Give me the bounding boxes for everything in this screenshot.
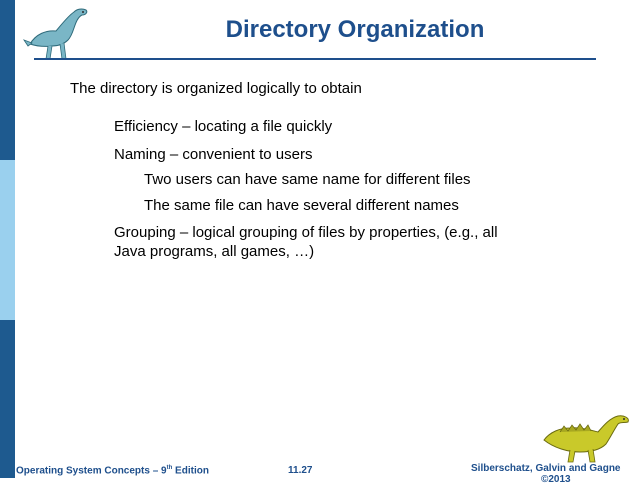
title-divider xyxy=(34,58,596,60)
subbullet-several-names: The same file can have several different names xyxy=(144,197,459,214)
footer-copyright: ©2013 xyxy=(541,474,571,485)
subbullet-same-name: Two users can have same name for different files xyxy=(144,171,471,188)
slide-title: Directory Organization xyxy=(225,16,485,43)
sidebar-band-middle xyxy=(0,160,15,320)
footer-book-title xyxy=(16,465,209,476)
bullet-grouping-continued: Java programs, all games, …) xyxy=(114,243,315,260)
footer-page-number: 11.27 xyxy=(288,465,313,476)
left-sidebar xyxy=(0,0,15,478)
sidebar-band-bottom xyxy=(0,320,15,478)
bullet-naming: Naming – convenient to users xyxy=(114,146,313,163)
intro-line: The directory is organized logically to obtain xyxy=(70,80,362,97)
footer-authors: Silberschatz, Galvin and Gagne xyxy=(471,463,621,474)
sidebar-band-top xyxy=(0,0,15,160)
bullet-efficiency: Efficiency – locating a file quickly xyxy=(114,118,333,135)
dinosaur-top-icon xyxy=(22,4,102,62)
footer-book-title-prefix: Operating System Concepts – 9 xyxy=(16,465,167,477)
footer-edition-superscript: th xyxy=(166,465,173,471)
dinosaur-bottom-icon xyxy=(540,410,635,465)
footer-book-title-suffix: Edition xyxy=(172,465,209,477)
bullet-grouping: Grouping – logical grouping of files by properties, (e.g., all xyxy=(114,224,498,241)
